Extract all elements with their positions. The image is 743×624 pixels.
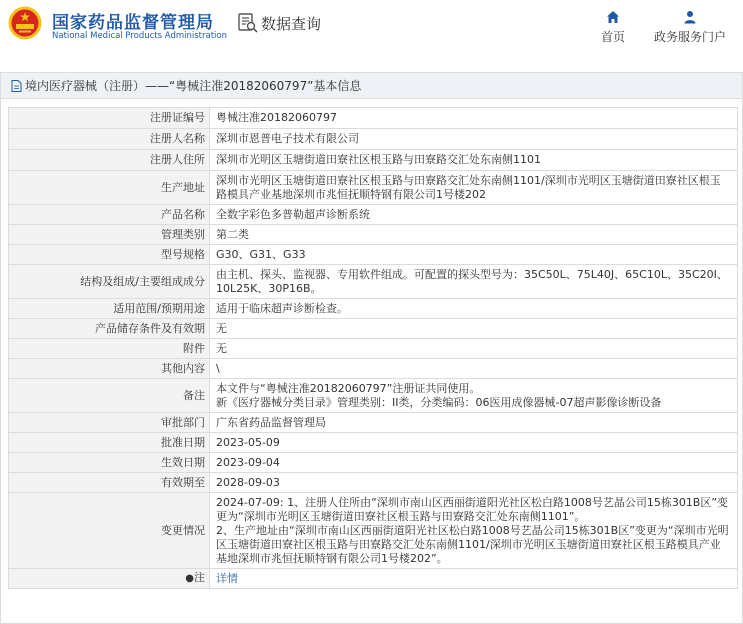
row-label: 有效期至 <box>9 473 210 493</box>
table-row <box>9 225 738 245</box>
row-value: 无 <box>210 319 738 339</box>
database-search-icon <box>237 12 259 34</box>
table-row <box>9 493 738 569</box>
row-label: 管理类别 <box>9 225 210 245</box>
row-value: 2024-07-09: 1、注册人住所由“深圳市南山区西丽街道阳光社区松白路1008号艺晶公司15栋301B区”变更为“深圳市光明区玉塘街道田寮社区根玉路与田寮路交汇处东南侧1101”。 2、生产地址由“深圳市南山区西丽街道阳光社区松白路1008号艺晶公司15栋301B区”变更为“深圳市光明区玉塘街道田寮社区根玉路与田寮路交汇处东南侧1101/深圳市光明区玉塘街道田寮社区根玉路模具产业基地深圳市兆恒抚顺特钢有限公司1号楼202”。 <box>210 493 738 569</box>
section-title-text: 境内医疗器械（注册）——“粤械注准20182060797”基本信息 <box>25 79 362 93</box>
row-value: 深圳市光明区玉塘街道田寮社区根玉路与田寮路交汇处东南侧1101 <box>210 150 738 171</box>
row-value: G30、G31、G33 <box>210 245 738 265</box>
table-row <box>9 265 738 299</box>
table-row <box>9 359 738 379</box>
row-label: 生产地址 <box>9 171 210 205</box>
note-label: 注 <box>194 571 205 584</box>
table-row <box>9 150 738 171</box>
row-value: 由主机、探头、监视器、专用软件组成。可配置的探头型号为：35C50L、75L40J、65C10L、35C20I、10L25K、30P16B。 <box>210 265 738 299</box>
table-row <box>9 413 738 433</box>
row-value: 2028-09-03 <box>210 473 738 493</box>
row-label: 批准日期 <box>9 433 210 453</box>
row-value: 第二类 <box>210 225 738 245</box>
row-value: 适用于临床超声诊断检查。 <box>210 299 738 319</box>
row-label: 附件 <box>9 339 210 359</box>
row-value: 深圳市光明区玉塘街道田寮社区根玉路与田寮路交汇处东南侧1101/深圳市光明区玉塘街道田寮社区根玉路模具产业基地深圳市兆恒抚顺特钢有限公司1号楼202 <box>210 171 738 205</box>
row-value: 2023-05-09 <box>210 433 738 453</box>
row-value: 2023-09-04 <box>210 453 738 473</box>
table-row <box>9 205 738 225</box>
table-row <box>9 171 738 205</box>
row-label: 结构及组成/主要组成成分 <box>9 265 210 299</box>
row-label: 备注 <box>9 379 210 413</box>
row-label: 注册证编号 <box>9 108 210 129</box>
nav-home[interactable] <box>601 10 625 45</box>
table-row <box>9 319 738 339</box>
table-row <box>9 473 738 493</box>
row-value: 本文件与“粤械注准20182060797”注册证共同使用。 新《医疗器械分类目录》管理类别：II类，分类编码：06医用成像器械-07超声影像诊断设备 <box>210 379 738 413</box>
row-label: 适用范围/预期用途 <box>9 299 210 319</box>
document-icon <box>11 80 22 92</box>
section-title <box>1 73 742 99</box>
row-value: 广东省药品监督管理局 <box>210 413 738 433</box>
table-row <box>9 108 738 129</box>
row-label: 其他内容 <box>9 359 210 379</box>
row-label: 生效日期 <box>9 453 210 473</box>
pin-icon: ● <box>185 573 194 584</box>
row-label: 审批部门 <box>9 413 210 433</box>
row-label: 产品名称 <box>9 205 210 225</box>
table-row <box>9 339 738 359</box>
registration-detail-table <box>8 107 738 589</box>
details-link[interactable]: 详情 <box>216 571 238 585</box>
note-value-cell <box>210 569 738 589</box>
table-row <box>9 569 738 589</box>
row-label: 型号规格 <box>9 245 210 265</box>
row-label: 产品储存条件及有效期 <box>9 319 210 339</box>
row-value: \ <box>210 359 738 379</box>
table-row <box>9 433 738 453</box>
nav-home-label: 首页 <box>601 30 626 44</box>
table-row <box>9 299 738 319</box>
nav-service-portal[interactable] <box>654 10 726 45</box>
row-value: 无 <box>210 339 738 359</box>
table-row <box>9 129 738 150</box>
user-icon <box>683 10 697 24</box>
row-value: 全数字彩色多普勒超声诊断系统 <box>210 205 738 225</box>
row-value: 深圳市恩普电子技术有限公司 <box>210 129 738 150</box>
detail-panel <box>0 72 743 624</box>
nav-service-portal-label: 政务服务门户 <box>654 30 727 44</box>
table-row <box>9 379 738 413</box>
site-title[interactable]: 国家药品监督管理局 <box>52 13 214 33</box>
national-emblem-icon <box>8 6 42 40</box>
row-label: 注册人名称 <box>9 129 210 150</box>
data-query-label: 数据查询 <box>261 14 322 33</box>
home-icon <box>606 10 620 24</box>
site-header <box>0 0 743 62</box>
row-label: 注册人住所 <box>9 150 210 171</box>
data-query-link[interactable] <box>237 12 321 34</box>
note-label-cell <box>9 569 210 589</box>
row-value: 粤械注准20182060797 <box>210 108 738 129</box>
site-subtitle: National Medical Products Administration <box>52 31 227 41</box>
table-row <box>9 245 738 265</box>
row-label: 变更情况 <box>9 493 210 569</box>
table-row <box>9 453 738 473</box>
